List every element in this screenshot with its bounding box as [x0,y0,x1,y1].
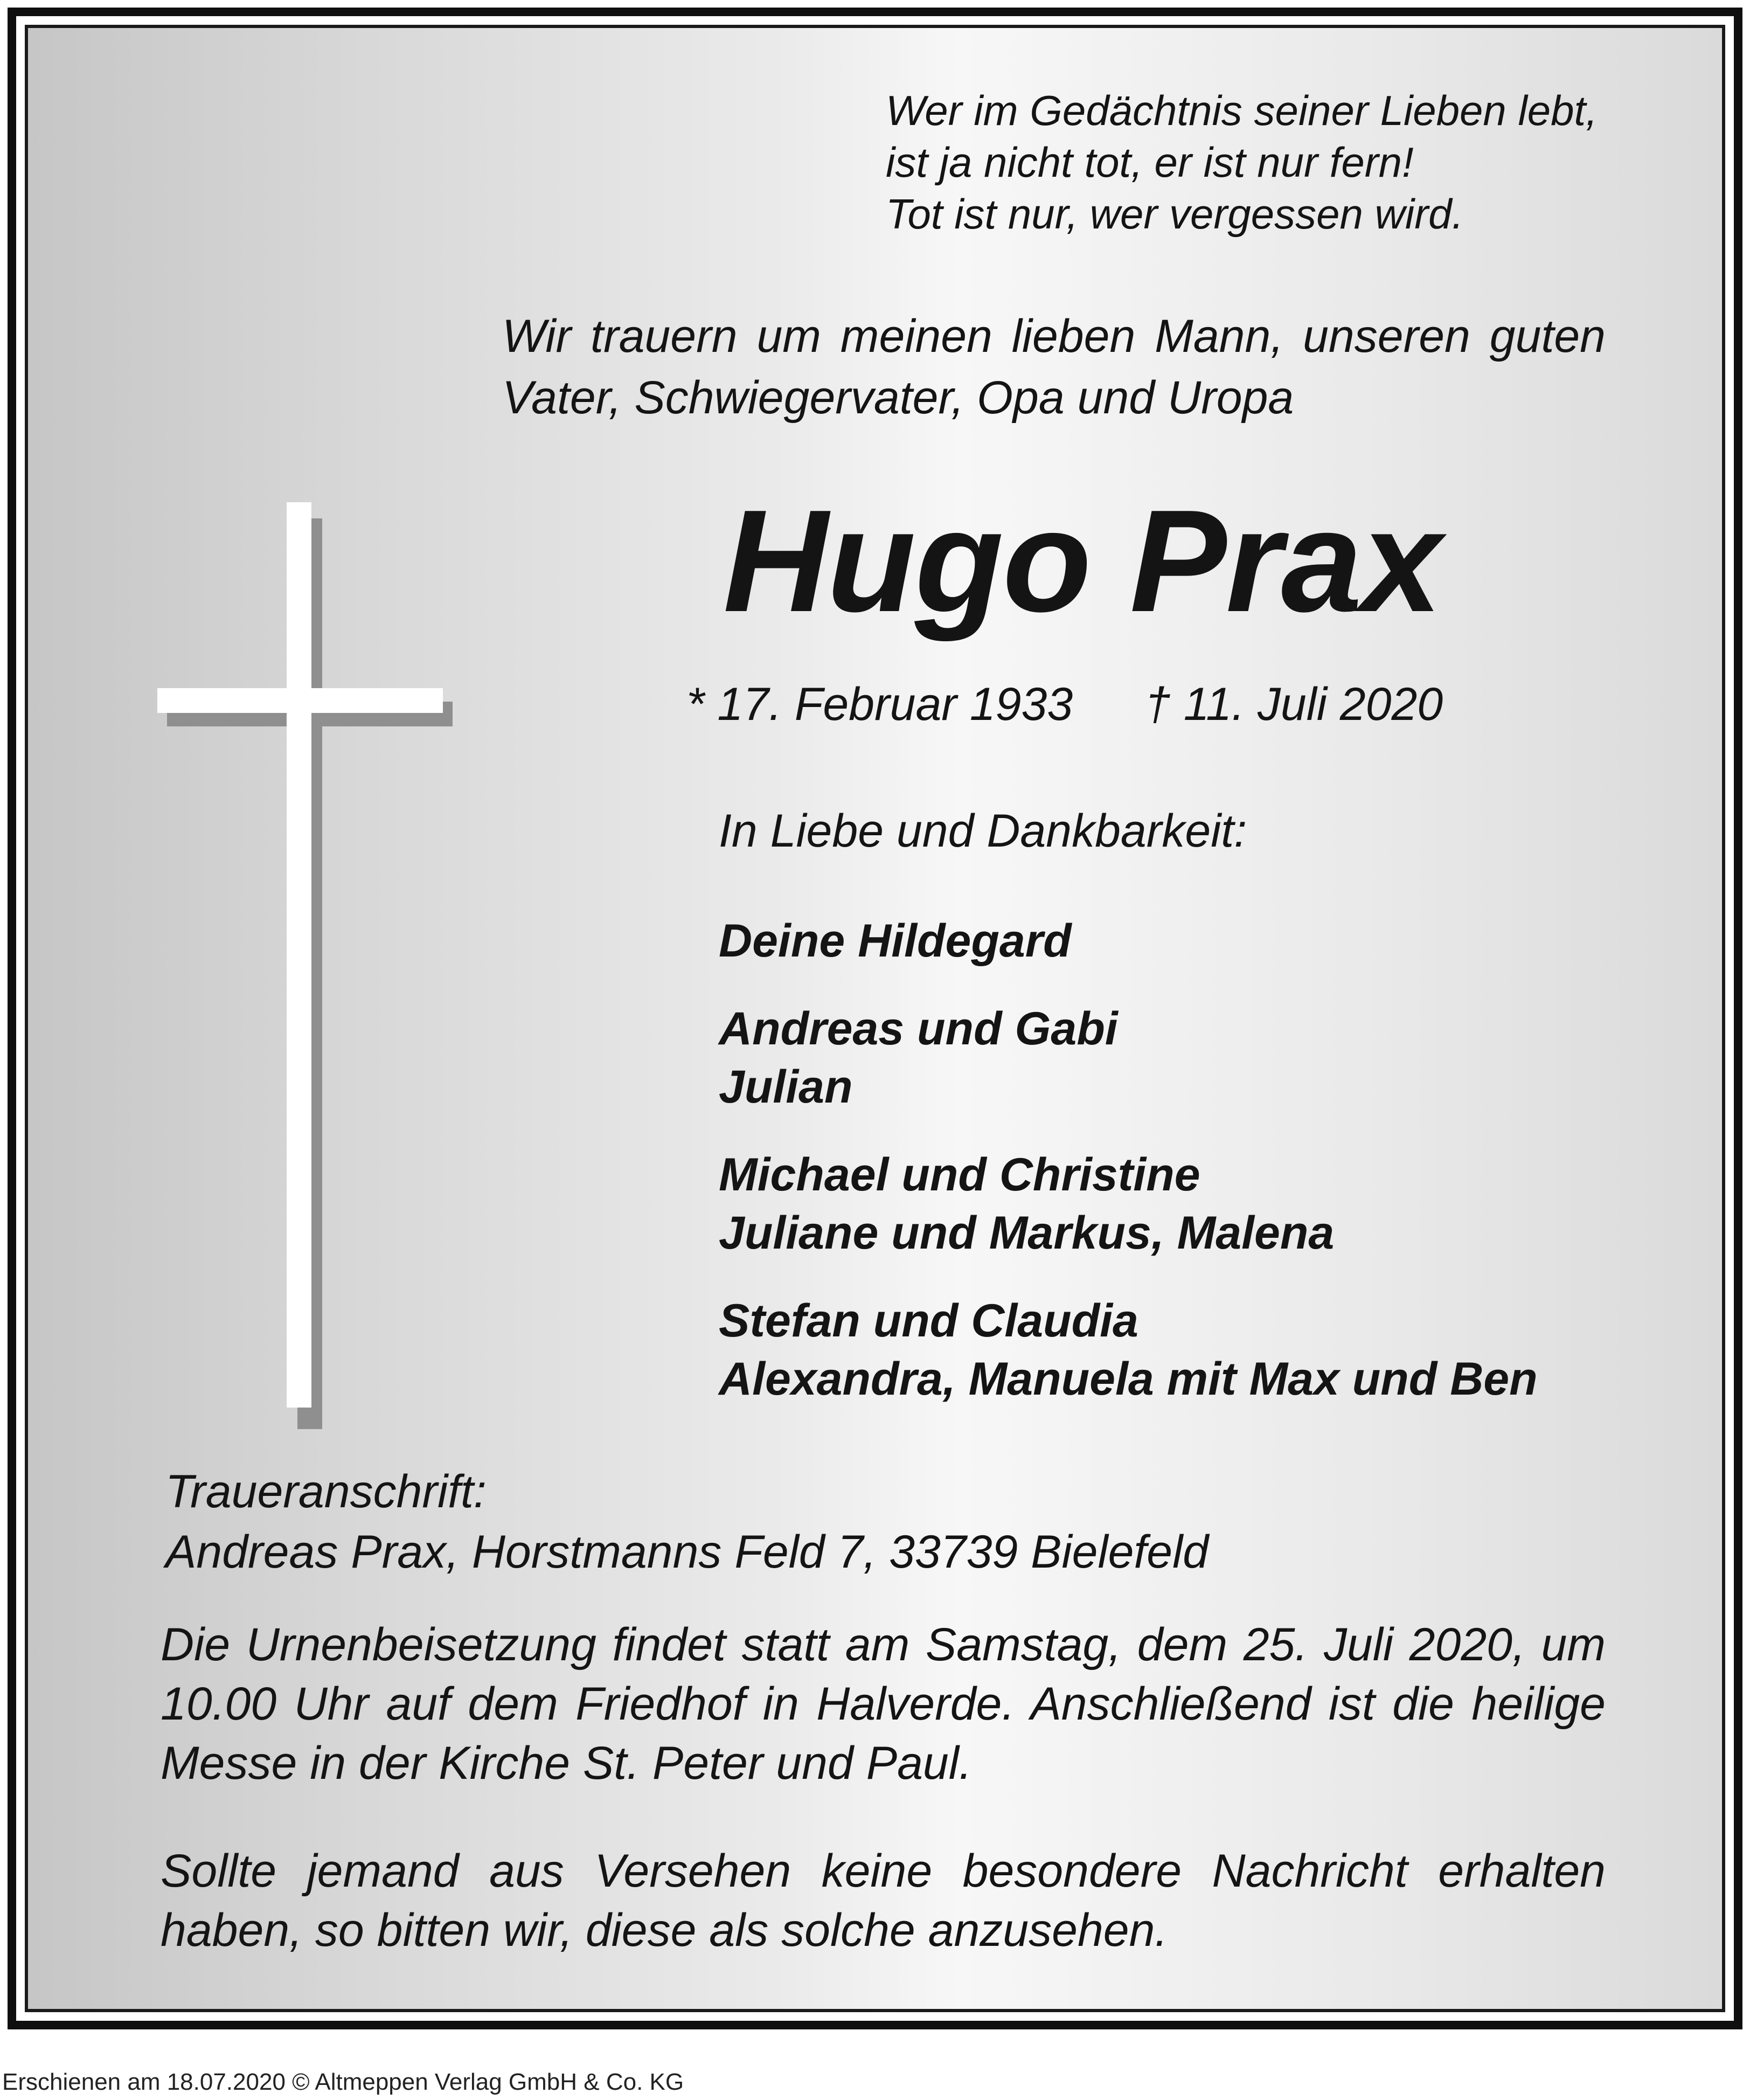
quote-line: ist ja nicht tot, er ist nur fern! [886,138,1414,186]
publication-footer: Erschienen am 18.07.2020 © Altmeppen Verlag GmbH & Co. KG [2,2069,684,2095]
family-group [719,912,1538,970]
memorial-quote [886,85,1598,240]
thanks-line: In Liebe und Dankbarkeit: [719,805,1247,857]
notification-notice [161,1841,1606,1960]
burial-line: Die Urnenbeisetzung findet statt am Samstag, dem 25. Juli 2020, um [161,1619,1606,1671]
cross-bar-horizontal [157,688,443,713]
family-group [719,1146,1538,1262]
mourning-address [165,1461,1209,1582]
deceased-name: Hugo Prax [723,480,1441,642]
family-line: Deine Hildegard [719,915,1072,967]
quote-line: Wer im Gedächtnis seiner Lieben lebt, [886,87,1598,134]
family-list [719,912,1538,1438]
birth-date: * 17. Februar 1933 [686,678,1073,730]
mourning-intro [502,306,1606,428]
family-group [719,1292,1538,1408]
family-line: Alexandra, Manuela mit Max und Ben [719,1353,1538,1405]
death-date: † 11. Juli 2020 [1145,678,1443,730]
life-dates [686,675,1443,734]
family-line: Juliane und Markus, Malena [719,1207,1335,1259]
intro-line: Wir trauern um meinen lieben Mann, unseren guten [502,310,1606,362]
address-line: Andreas Prax, Horstmanns Feld 7, 33739 Bielefeld [165,1526,1209,1578]
notice-line: Sollte jemand aus Versehen keine besondere Nachricht erhalten [161,1845,1606,1897]
family-line: Michael und Christine [719,1149,1200,1201]
intro-line: Vater, Schwiegervater, Opa und Uropa [502,372,1294,424]
family-group [719,1000,1538,1116]
quote-line: Tot ist nur, wer vergessen wird. [886,190,1464,238]
notice-line: haben, so bitten wir, diese als solche anzusehen. [161,1904,1168,1956]
obituary-frame [8,8,1742,2029]
burial-line: Messe in der Kirche St. Peter und Paul. [161,1737,972,1789]
burial-line: 10.00 Uhr auf dem Friedhof in Halverde. Anschließend ist die heilige [161,1678,1606,1730]
family-line: Julian [719,1061,853,1113]
cross-bar-vertical [287,502,311,1408]
cross-icon [157,502,459,1429]
address-label: Traueranschrift: [165,1466,487,1517]
obituary-card [25,25,1725,2012]
family-line: Andreas und Gabi [719,1003,1118,1055]
burial-notice [161,1615,1606,1793]
family-line: Stefan und Claudia [719,1295,1138,1347]
